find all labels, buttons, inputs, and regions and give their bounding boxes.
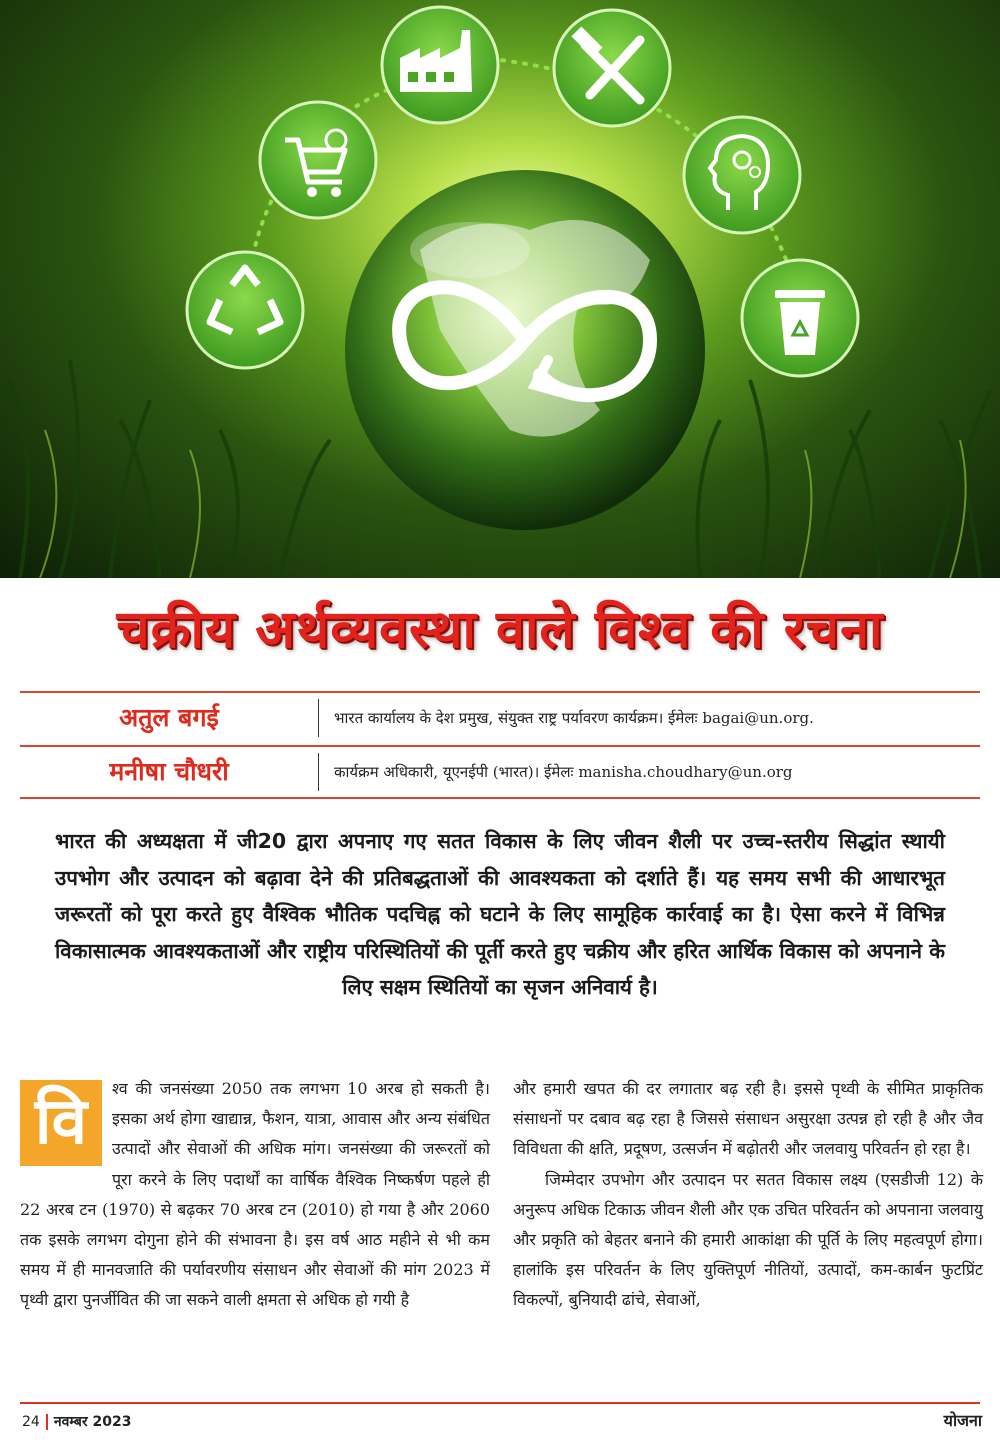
issue-date: नवम्बर 2023: [46, 1414, 132, 1430]
author-name: अतुल बगई: [119, 703, 219, 732]
author-separator: [318, 753, 319, 791]
page-number: 24: [22, 1414, 40, 1430]
factory-icon: [382, 7, 498, 123]
footer-rule: [20, 1402, 980, 1404]
author-description: कार्यक्रम अधिकारी, यूएनईपी (भारत)। ईमेलः manisha.choudhary@un.org: [334, 763, 793, 781]
author-name: मनीषा चौधरी: [109, 757, 229, 786]
body-paragraph: [20, 1074, 490, 1316]
body-column-right: [513, 1074, 983, 1316]
head-gears-icon: [684, 117, 800, 233]
magazine-name: योजना: [943, 1411, 982, 1430]
author-row-2: [20, 747, 980, 797]
shopping-cart-icon: [260, 102, 376, 218]
author-separator: [318, 699, 319, 737]
drop-cap: वि: [20, 1080, 102, 1166]
hero-svg: [0, 0, 1000, 578]
author-description: भारत कार्यालय के देश प्रमुख, संयुक्त राष्ट्र पर्यावरण कार्यक्रम। ईमेलः bagai@un.org.: [334, 709, 814, 727]
body-column-left: [20, 1074, 490, 1316]
article-title: चक्रीय अर्थव्यवस्था वाले विश्व की रचना: [116, 600, 884, 660]
body-paragraph: और हमारी खपत की दर लगातार बढ़ रही है। इससे पृथ्वी के सीमित प्राकृतिक संसाधनों पर दबाव बढ़ रहा है जिससे संसाधन असुरक्षा उत्पन्न हो रही है और जैव विविधता की क्षति, प्रदूषण, उत्सर्जन में बढ़ोतरी और जलवायु परिवर्तन हो रहा है।: [513, 1079, 983, 1159]
hero-illustration: [0, 0, 1000, 578]
footer-left: [22, 1410, 132, 1434]
author-rule-bottom: [20, 797, 980, 799]
lead-paragraph: भारत की अध्यक्षता में जी20 द्वारा अपनाए गए सतत विकास के लिए जीवन शैली पर उच्च-स्तरीय सिद्धांत स्थायी उपभोग और उत्पादन को बढ़ावा देने की प्रतिबद्धताओं की आवश्यकता को दर्शाते हैं। यह समय सभी की आधारभूत जरूरतों को पूरा करते हुए वैश्विक भौतिक पदचिह्न को घटाने के लिए सामूहिक कार्रवाई का है। ऐसा करने में विभिन्न विकासात्मक आवश्यकताओं और राष्ट्रीय परिस्थितियों की पूर्ती करते हुए चक्रीय और हरित आर्थिक विकास को अपनाने के लिए सक्षम स्थितियों का सृजन अनिवार्य है।: [55, 829, 945, 999]
author-row-1: [20, 693, 980, 743]
recycle-bin-icon: [742, 260, 858, 376]
body-paragraph: जिम्मेदार उपभोग और उत्पादन पर सतत विकास लक्ष्य (एसडीजी 12) के अनुरूप अधिक टिकाऊ जीवन शैली और एक उचित परिवर्तन को अपनाना जलवायु और प्रकृति को बेहतर बनाने की हमारी आकांक्षा की पूर्ति के लिए महत्वपूर्ण होगा। हालांकि इस परिवर्तन के लिए युक्तिपूर्ण नीतियों, उत्पादों, कम-कार्बन फुटप्रिंट विकल्पों, बुनियादी ढांचे, सेवाओं,: [513, 1169, 983, 1310]
body-text: श्व की जनसंख्या 2050 तक लगभग 10 अरब हो सकती है। इसका अर्थ होगा खाद्यान्न, फैशन, यात्रा, आवास और अन्य संबंधित उत्पादों और सेवाओं की अधिक मांग। जनसंख्या की जरूरतों को पूरा करने के लिए पदार्थों का वार्षिक वैश्विक निष्कर्षण पहले ही 22 अरब टन (1970) से बढ़कर 70 अरब टन (2010) हो गया है और 2060 तक इसके लगभग दोगुना होने की संभावना है। इस वर्ष आठ महीने से भी कम समय में ही मानवजाति की पर्यावरणीय संसाधन और सेवाओं की मांग 2023 में पृथ्वी द्वारा पुनर्जीवित की जा सकने वाली क्षमता से अधिक हो गयी है: [20, 1079, 490, 1310]
tools-icon: [554, 10, 670, 126]
recycle-icon: [187, 252, 303, 368]
